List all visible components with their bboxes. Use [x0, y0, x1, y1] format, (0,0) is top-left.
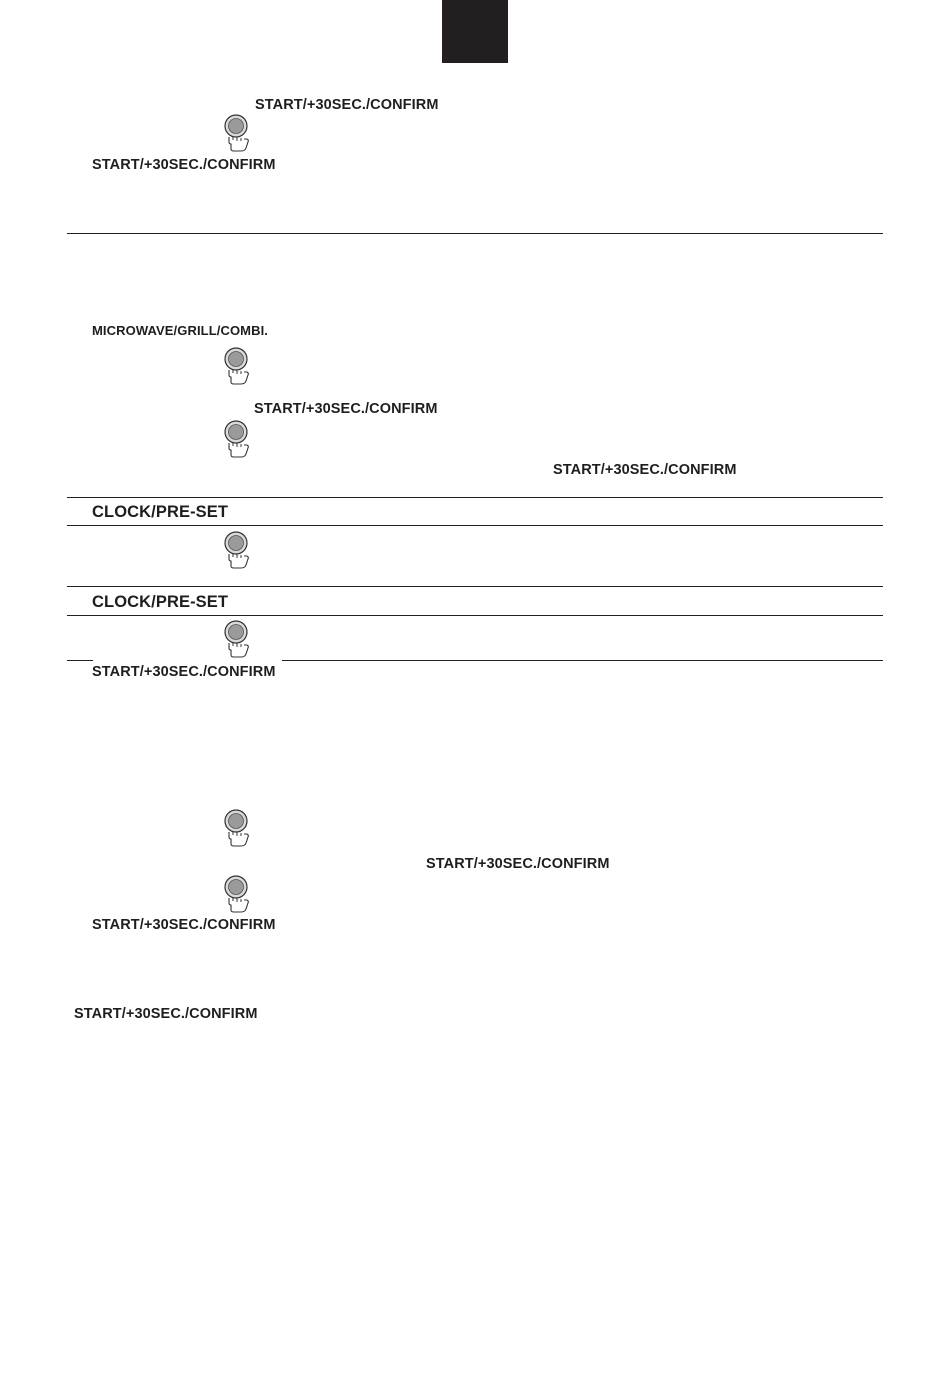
control-knob-hand-icon	[221, 808, 255, 848]
table-rule	[67, 660, 93, 661]
table-rule	[282, 660, 883, 661]
control-knob-hand-icon	[221, 619, 255, 659]
start-confirm-label: START/+30SEC./CONFIRM	[553, 462, 737, 478]
table-rule	[67, 615, 883, 616]
control-knob-hand-icon	[221, 113, 255, 153]
start-confirm-label: START/+30SEC./CONFIRM	[254, 401, 438, 417]
table-rule	[67, 497, 883, 498]
start-confirm-label: START/+30SEC./CONFIRM	[426, 856, 610, 872]
page-tab-marker	[442, 0, 508, 63]
table-rule	[67, 525, 883, 526]
clock-preset-heading: CLOCK/PRE-SET	[92, 503, 229, 521]
start-confirm-label: START/+30SEC./CONFIRM	[92, 917, 276, 933]
mode-button-label: MICROWAVE/GRILL/COMBI.	[92, 323, 269, 338]
clock-preset-heading: CLOCK/PRE-SET	[92, 593, 229, 611]
section-divider	[67, 233, 883, 234]
control-knob-hand-icon	[221, 874, 255, 914]
table-rule	[67, 586, 883, 587]
control-knob-hand-icon	[221, 419, 255, 459]
start-confirm-label: START/+30SEC./CONFIRM	[92, 664, 276, 680]
start-confirm-label: START/+30SEC./CONFIRM	[74, 1006, 258, 1022]
control-knob-hand-icon	[221, 346, 255, 386]
start-confirm-label: START/+30SEC./CONFIRM	[92, 157, 276, 173]
control-knob-hand-icon	[221, 530, 255, 570]
start-confirm-label: START/+30SEC./CONFIRM	[255, 97, 439, 113]
